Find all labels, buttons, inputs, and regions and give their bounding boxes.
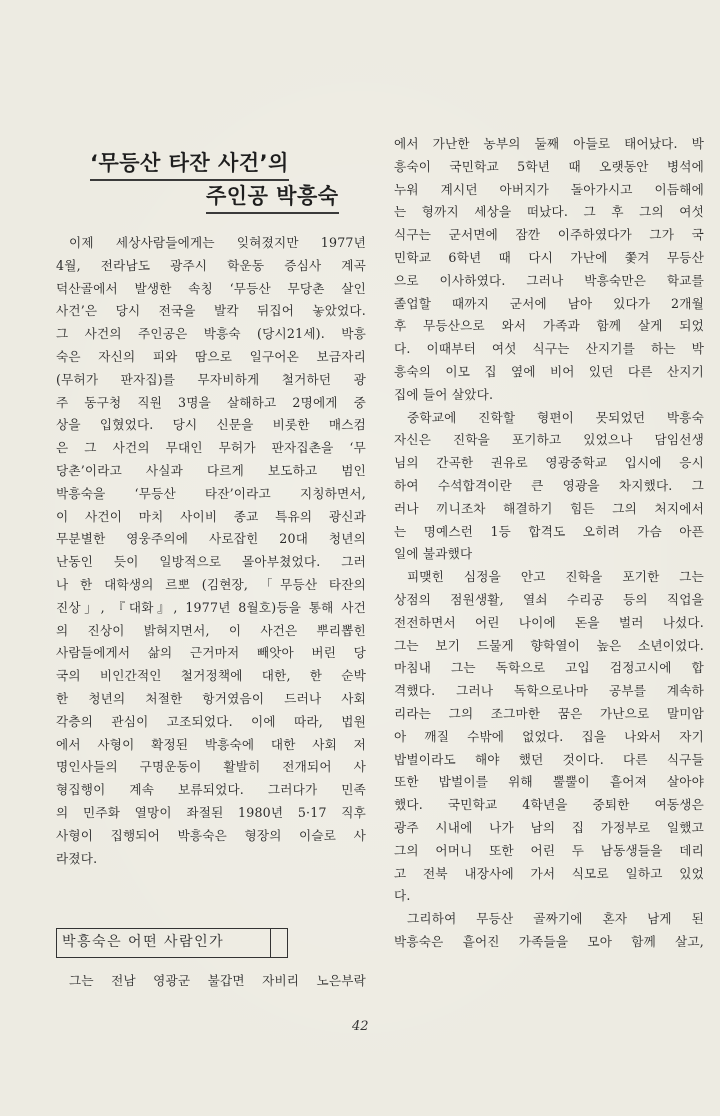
paragraph-line: 진상」, 『대화』, 1977년 8월호)등을 통해 사건 <box>56 599 366 615</box>
paragraph-line: (무허가 판자집)를 무자비하게 철거하던 광 <box>56 371 366 387</box>
paragraph-line: 이제 세상사람들에게는 잊혀졌지만 1977년 <box>69 235 366 250</box>
paragraph-line: 집에 들어 살았다. <box>394 386 494 402</box>
paragraph-line: 흥숙이 국민학교 5학년 때 오랫동안 병석에 <box>394 158 704 174</box>
paragraph-line: 하여 수석합격이란 큰 영광을 차지했다. 그 <box>394 478 704 493</box>
paragraph-line: 주 동구청 직원 3명을 살해하고 2명에게 중 <box>56 394 366 410</box>
paragraph-line: 그리하여 무등산 골짜기에 혼자 남게 된 <box>407 911 704 927</box>
paragraph-line: 으로 이사하였다. 그러나 박흥숙만은 학교를 <box>394 272 704 288</box>
paragraph-line: 고 전북 내장사에 가서 식모로 일하고 있었 <box>394 865 704 881</box>
paragraph-line: 다. 이때부터 여섯 식구는 산지기를 하는 박 <box>394 341 704 357</box>
paragraph-line: 에서 사형이 확정된 박흥숙에 대한 사회 저 <box>56 736 366 752</box>
paragraph-line: 의 진상이 밝혀지면서, 이 사건은 뿌리뽑힌 <box>56 622 366 638</box>
paragraph-line: 숙은 자신의 피와 땀으로 일구어온 보금자리 <box>56 349 366 364</box>
paragraph-line: 아 깨질 수밖에 없었다. 집을 나와서 자기 <box>394 728 704 744</box>
paragraph-line: 덕산골에서 발생한 속칭 ‘무등산 무당촌 살인 <box>56 280 366 296</box>
paragraph-line: 누워 계시던 아버지가 돌아가시고 이듬해에 <box>394 181 704 197</box>
paragraph-line: 박흥숙을 ‘무등산 타잔’이라고 지칭하면서, <box>56 485 366 501</box>
paragraph-line: 러나 끼니조차 해결하기 힘든 그의 처지에서 <box>394 500 704 516</box>
paragraph-line: 전전하면서 어린 나이에 돈을 벌러 나섰다. <box>394 614 704 630</box>
paragraph-line: 형집행이 계속 보류되었다. 그러다가 민족 <box>56 782 366 798</box>
paragraph-line: 후 무등산으로 와서 가족과 함께 살게 되었 <box>394 318 704 334</box>
paragraph-line: 상을 입혔었다. 당시 신문을 비롯한 매스컴 <box>56 417 366 433</box>
paragraph-line: 리라는 그의 조그마한 꿈은 가난으로 말미암 <box>394 706 704 721</box>
paragraph-line: 국의 비인간적인 철거정책에 대한, 한 순박 <box>56 668 366 684</box>
paragraph-line: 졸업할 때까지 군서에 남아 있다가 2개월 <box>394 295 704 311</box>
paragraph-line: 그는 전남 영광군 불갑면 자비리 노은부락 <box>69 973 366 988</box>
paragraph-line: 는 명예스런 1등 합격도 오히려 가슴 아픈 <box>394 523 704 539</box>
paragraph-line: 님의 간곡한 권유로 영광중학교 입시에 응시 <box>394 455 704 471</box>
paragraph-line: 밥벌이라도 해야 했던 것이다. 다른 식구들 <box>394 751 704 767</box>
paragraph-line: 무분별한 영웅주의에 사로잡힌 20대 청년의 <box>56 531 366 547</box>
paragraph-line: 중학교에 진학할 형편이 못되었던 박흥숙 <box>407 409 704 425</box>
paragraph-line: 그 사건의 주인공은 박흥숙 (당시21세). 박흥 <box>56 326 366 342</box>
paragraph-line: 는 형까지 세상을 떠났다. 그 후 그의 여섯 <box>394 204 704 220</box>
paragraph-line: 사형이 집행되어 박흥숙은 형장의 이슬로 사 <box>56 827 366 843</box>
paragraph-line: 피맺힌 심정을 안고 진학을 포기한 그는 <box>407 569 704 585</box>
paragraph-line: 그는 보기 드물게 향학열이 높은 소년이었다. <box>394 637 704 653</box>
paragraph-line: 일에 불과했다 <box>394 546 473 562</box>
paragraph-line: 라졌다. <box>56 850 98 866</box>
paragraph-line: 4월, 전라남도 광주시 학운동 증심사 계곡 <box>56 257 366 273</box>
section-heading-bar <box>270 928 288 958</box>
paragraph-line: 은 그 사건의 무대인 무허가 판자집촌을 ‘무 <box>56 440 366 456</box>
paragraph-line: 격했다. 그러나 독학으로나마 공부를 계속하 <box>394 683 704 699</box>
paragraph-line: 광주 시내에 나가 남의 집 가정부로 일했고 <box>394 820 704 835</box>
article-title-line1: ‘무등산 타잔 사건’의 <box>90 147 289 181</box>
paragraph-line: 했다. 국민학교 4학년을 중퇴한 여동생은 <box>394 797 704 813</box>
paragraph-line: 자신은 진학을 포기하고 있었으나 담임선생 <box>394 432 704 448</box>
paragraph-line: 상점의 점원생활, 열쇠 수리공 등의 직업을 <box>394 592 704 607</box>
paragraph-line: 그의 어머니 또한 어린 두 남동생들을 데리 <box>394 842 704 858</box>
paragraph-line: 민학교 6학년 때 다시 가난에 쫓겨 무등산 <box>394 250 704 265</box>
paragraph-line: 다. <box>394 888 411 904</box>
paragraph-line: 또한 밥벌이를 위해 뿔뿔이 흩어져 살아야 <box>394 774 704 790</box>
paragraph-line: 마침내 그는 독학으로 고입 검정고시에 합 <box>394 660 704 676</box>
paragraph-line: 이 사건이 마치 사이비 종교 특유의 광신과 <box>56 508 366 524</box>
paragraph-line: 의 민주화 열망이 좌절된 1980년 5·17 직후 <box>56 805 366 820</box>
paragraph-line: 난동인 듯이 일방적으로 몰아부쳤었다. 그러 <box>56 554 366 570</box>
paragraph-line: 각층의 관심이 고조되었다. 이에 따라, 법원 <box>56 713 366 729</box>
paragraph-line: 에서 가난한 농부의 둘째 아들로 태어났다. 박 <box>394 136 704 151</box>
paragraph-line: 명인사들의 구명운동이 활발히 전개되어 사 <box>56 759 366 775</box>
paragraph-line: 흥숙의 이모 집 옆에 비어 있던 다른 산지기 <box>394 364 704 379</box>
paragraph-line: 당촌’이라고 사실과 다르게 보도하고 범인 <box>56 463 366 478</box>
section-heading: 박흥숙은 어떤 사람인가 <box>62 934 225 950</box>
paragraph-line: 사람들에게서 삶의 근거마저 빼앗아 버린 당 <box>56 645 366 661</box>
paragraph-line: 한 청년의 처절한 항거였음이 드러나 사회 <box>56 691 366 706</box>
paragraph-line: 사건’은 당시 전국을 발칵 뒤집어 놓았었다. <box>56 303 366 319</box>
paragraph-line: 나 한 대학생의 르뽀 (김현장, 「무등산 타잔의 <box>56 577 366 592</box>
paragraph-line: 식구는 군서면에 잠깐 이주하였다가 그가 국 <box>394 227 704 243</box>
article-title-line2: 주인공 박흥숙 <box>206 180 339 214</box>
paragraph-line: 박흥숙은 흩어진 가족들을 모아 함께 살고, <box>394 934 704 949</box>
page-number: 42 <box>352 1019 369 1034</box>
